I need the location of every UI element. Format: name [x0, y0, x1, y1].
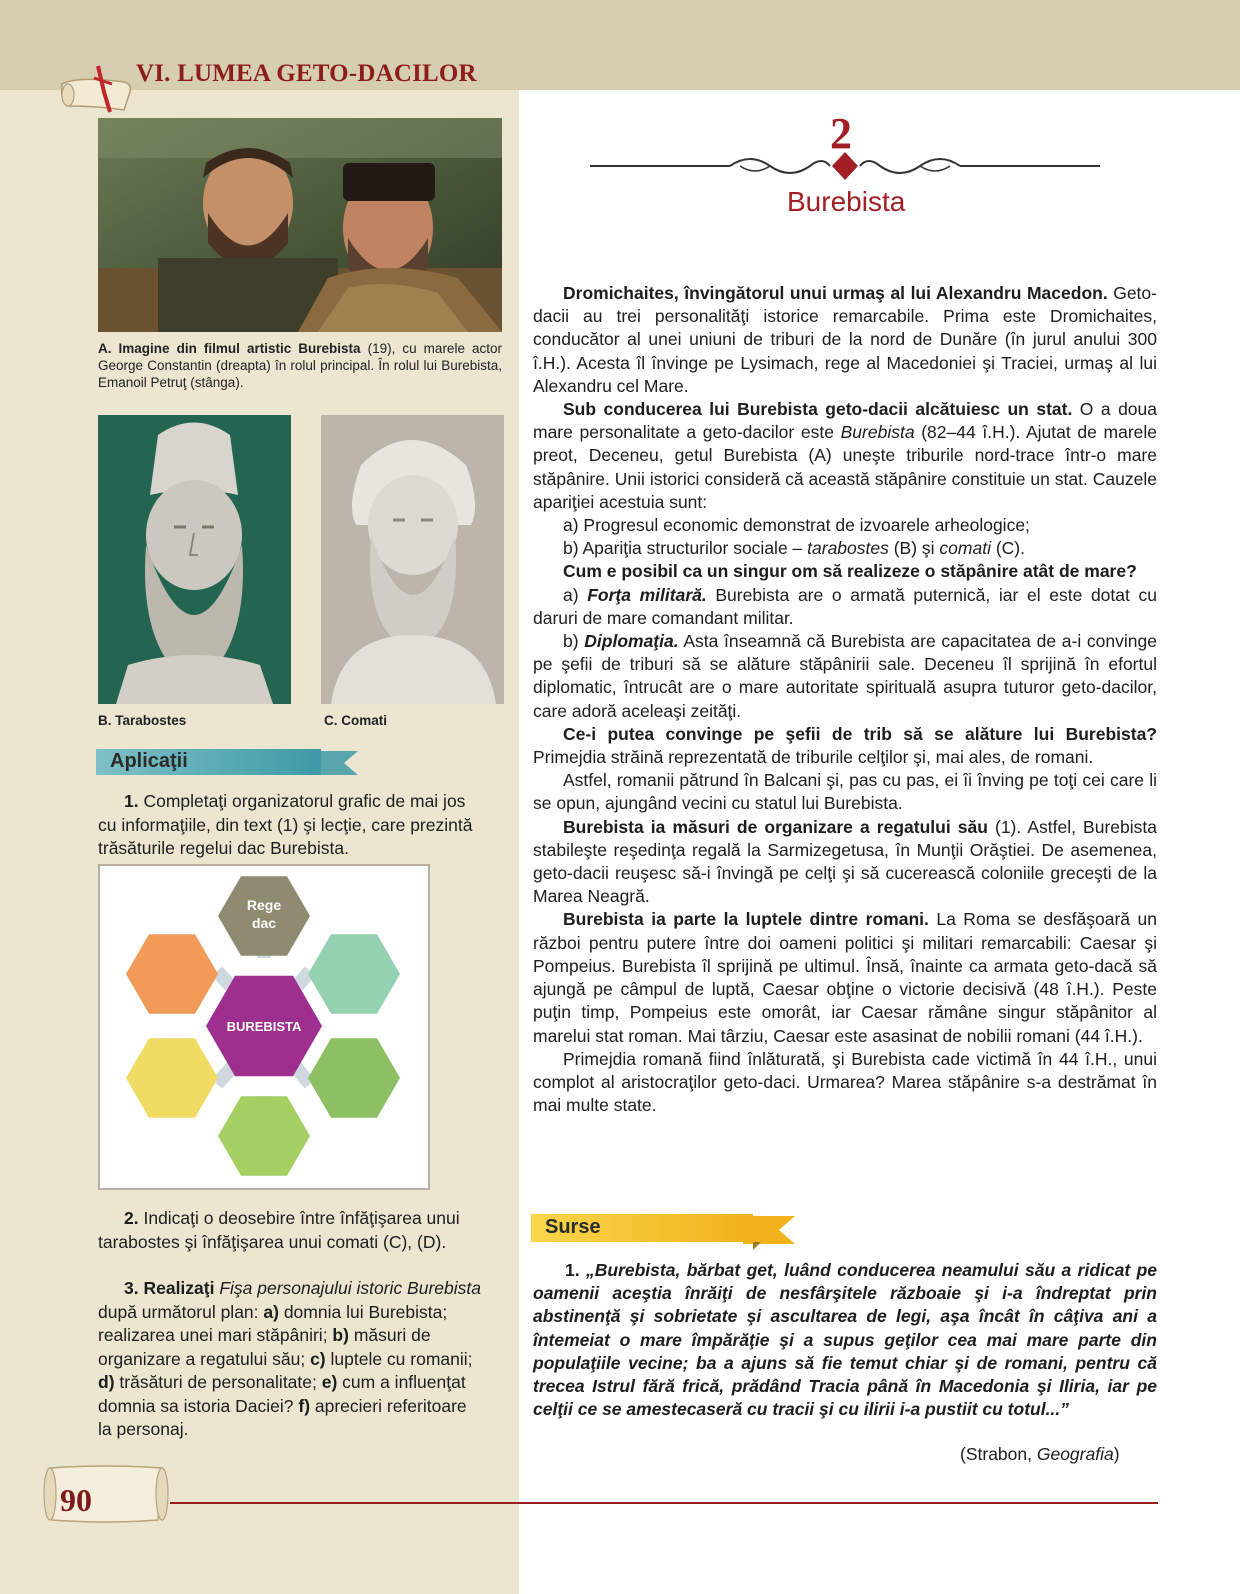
task-3-f-text: aprecieri referitoare la personaj. — [98, 1395, 467, 1439]
figure-b-caption — [98, 712, 186, 729]
attribution-work: Geografia — [1036, 1444, 1114, 1464]
figure-b-caption-text: B. Tarabostes — [98, 713, 187, 728]
cause-b — [533, 537, 1157, 560]
comati-bust-image — [321, 415, 504, 704]
center-label: BUREBISTA — [226, 1019, 302, 1034]
lesson-number: 2 — [830, 109, 852, 158]
task-3-number: 3. — [124, 1278, 139, 1298]
task-3-text: după următorul plan: — [98, 1301, 264, 1322]
top-label-line-2: dac — [251, 915, 277, 931]
figure-a-caption-text: (19), cu marele actor George Constantin (dreapta) în rolul principal. În rolul lui Burebista, Emanoil Petruţ (stânga). — [98, 341, 503, 390]
film-still-image — [98, 118, 502, 332]
hexagon-diagram — [100, 866, 428, 1188]
lesson-body — [533, 282, 1157, 1117]
top-label-line-1: Rege — [246, 897, 282, 913]
figure-a-caption — [98, 340, 502, 391]
cause-b-text-1: b) Apariţia structurilor sociale – — [563, 538, 808, 559]
para-6-heading: Burebista ia măsuri de organizare a regatului său — [563, 816, 988, 837]
cause-b-text-2: (B) şi — [888, 538, 940, 559]
cause-b-term-2: comati — [939, 538, 991, 559]
task-3-d-text: trăsături de personalitate; — [114, 1372, 322, 1392]
source-attribution — [960, 1444, 1120, 1465]
task-3-b-label: b) — [332, 1325, 349, 1345]
hex-upper-right[interactable] — [308, 934, 400, 1014]
para-3-a-text: Burebista are o armată puternică, iar el este dotat cu daruri de mare comandant militar. — [533, 584, 1157, 628]
task-3-f-label: f) — [298, 1395, 311, 1416]
figure-c-caption-text: C. Comati — [324, 713, 388, 728]
para-4-heading: Ce-i putea convinge pe şefii de trib să se alăture lui Burebista? — [563, 723, 1157, 744]
cause-b-term-1: tarabostes — [807, 538, 889, 559]
source-quote — [533, 1259, 1157, 1421]
para-3-heading: Cum e posibil ca un singur om să realizeze o stăpânire atât de mare? — [563, 561, 1137, 582]
task-3-a-label: a) — [263, 1301, 279, 1322]
task-3-a-text: domnia lui Burebista; realizarea unei mari stăpâniri; — [98, 1301, 448, 1345]
para-5: Astfel, romanii pătrund în Balcani şi, pas cu pas, ei îi înving pe toţi cei care li se opun, ajungând vecini cu statul lui Burebista. — [533, 770, 1157, 814]
para-7-text: La Roma se desfăşoară un război pentru putere între doi oameni politici şi militari remarcabili: Caesar şi Pompeius. Burebista îl sprijină pe ultimul. Însă, înainte ca armata geto-dacă să ajungă pe câmpul de luptă, Caesar obţine o victorie decisivă (48 î.H.). Peste puţin timp, Pompeius este omorât, iar Caesar rămâne singur stăpânitor al marelui stat roman. Mai târziu, Caesar este asasinat de nobilii romani (44 î.H.). — [533, 909, 1157, 1046]
para-3-a — [533, 584, 1157, 630]
task-2 — [98, 1207, 484, 1254]
task-3-c-text: luptele cu romanii; — [325, 1348, 473, 1369]
source-number: 1. — [565, 1260, 580, 1280]
para-4-text: Primejdia străină reprezentată de triburile celţilor şi, mai ales, de romani. — [533, 747, 1094, 768]
lesson-title: Burebista — [787, 186, 906, 217]
figure-c-caption — [324, 712, 387, 729]
tarabostes-bust-image — [98, 415, 291, 704]
hex-upper-left[interactable] — [126, 934, 218, 1014]
para-8: Primejdia romană fiind înlăturată, şi Burebista cade victimă în 44 î.H., unui complot al aristocraţilor geto-daci. Urmarea? Marea stăpânire s-a destrămat în mai multe state. — [533, 1048, 1157, 1116]
figure-a-caption-title: A. Imagine din filmul artistic Burebista — [98, 341, 361, 356]
source-quote-text: „Burebista, bărbat get, luând conducerea neamului său a ridicat pe oamenii aceştia înrăiţi de nesfârşitele războaie şi i-a îndreptat prin abstinenţă şi sobrietate şi ascultarea de legi, aşa încât în câţiva ani a întemeiat o mare împărăţie şi a supus geţilor cea mai mare parte din populaţiile vecine; ba a ajuns să fie temut chiar şi de romani, pentru că trecea Istrul fără frică, prădând Tracia până în Macedonia şi Iliria, iar pe celţii ce se amestecaseră cu tracii şi cu ilirii i-a pustiit cu totul...” — [533, 1260, 1157, 1420]
footer-rule — [170, 1502, 1158, 1504]
ornament-divider — [590, 148, 1100, 184]
task-3-title: Fişa personajului istoric Burebista — [214, 1278, 481, 1298]
task-3-e-text: cum a influenţat domnia sa istoria Daciei? — [98, 1372, 466, 1416]
chapter-title: VI. LUMEA GETO-DACILOR — [136, 60, 477, 87]
task-3-c-label: c) — [310, 1348, 326, 1369]
para-2-italic: Burebista — [840, 422, 915, 443]
applications-heading: Aplicaţii — [110, 750, 188, 772]
task-3-d-label: d) — [98, 1372, 115, 1392]
para-2-text-1: O a doua mare personalitate a geto-dacilor este — [533, 399, 1157, 443]
task-1-number: 1. — [124, 791, 139, 811]
para-1-heading: Dromichaites, învingătorul unui urmaş al lui Alexandru Macedon. — [563, 283, 1108, 303]
graphic-organizer — [98, 864, 430, 1190]
cause-b-text-3: (C). — [990, 538, 1025, 559]
para-3-a-label: a) — [563, 584, 588, 605]
task-3-verb: Realizaţi — [138, 1278, 215, 1298]
para-2-text-2: (82–44 î.H.). Ajutat de marele preot, Deceneu, getul Burebista (A) uneşte triburile nord-trace într-o mare stăpânire. Unii istorici consideră că această stăpânire constituie un stat. Cauzele apariţiei acestuia sunt: — [533, 422, 1157, 512]
task-2-text: Indicaţi o deosebire între înfăţişarea unui tarabostes şi înfăţişarea unui comati (C), (D). — [98, 1208, 460, 1252]
task-2-number: 2. — [124, 1208, 139, 1228]
attribution-author: (Strabon, — [960, 1444, 1037, 1464]
cause-a: a) Progresul economic demonstrat de izvoarele arheologice; — [563, 515, 1030, 536]
para-2-heading: Sub conducerea lui Burebista geto-dacii alcătuiesc un stat. — [563, 399, 1073, 420]
task-1-text: Completaţi organizatorul grafic de mai jos cu informaţiile, din text (1) şi lecţie, care prezintă trăsăturile regelui dac Burebista. — [98, 791, 473, 858]
para-7-heading: Burebista ia parte la luptele dintre romani. — [563, 909, 929, 930]
hex-lower-left[interactable] — [126, 1038, 218, 1118]
task-3-b-text: măsuri de organizare a regatului său; — [98, 1325, 431, 1369]
hex-bottom[interactable] — [218, 1096, 310, 1176]
para-3-b — [533, 630, 1157, 723]
page-number: 90 — [60, 1482, 92, 1518]
para-3-b-term: Diplomaţia. — [584, 631, 679, 652]
para-1-text: Geto-dacii au trei personalităţi istorice remarcabile. Prima este Dromichaites, conducător al unei uniuni de triburi de la nord de Dunăre (în jurul anului 300 î.H.). Acesta îl învinge pe Lysimach, rege al Macedoniei şi Traciei, urmaş al lui Alexandru cel Mare. — [533, 283, 1157, 396]
sources-heading: Surse — [545, 1216, 601, 1238]
scroll-icon — [58, 62, 140, 120]
hex-lower-right[interactable] — [308, 1038, 400, 1118]
para-3-a-term: Forţa militară. — [587, 584, 707, 605]
attribution-close: ) — [1113, 1444, 1120, 1464]
para-3-b-text: Asta înseamnă că Burebista are capacitatea de a-i convinge pe şefii de triburi să se alăture stăpânirii sale. Deceneu îl sprijină în efortul diplomatic, întrucât are o mare autoritate spirituală asupra tuturor geto-dacilor, care adoră aceleaşi zeităţi. — [533, 631, 1157, 721]
para-3-b-label: b) — [563, 631, 585, 652]
task-1 — [98, 790, 484, 861]
para-6-text: (1). Astfel, Burebista stabileşte reşedinţa regală la Sarmizegetusa, în Munţii Orăştiei. De asemenea, geto-dacii reuşesc să-i învingă pe celţi şi să cucerească coloniile greceşti de la Marea Neagră. — [533, 816, 1157, 907]
task-3-e-label: e) — [321, 1372, 338, 1392]
task-3 — [98, 1277, 484, 1442]
